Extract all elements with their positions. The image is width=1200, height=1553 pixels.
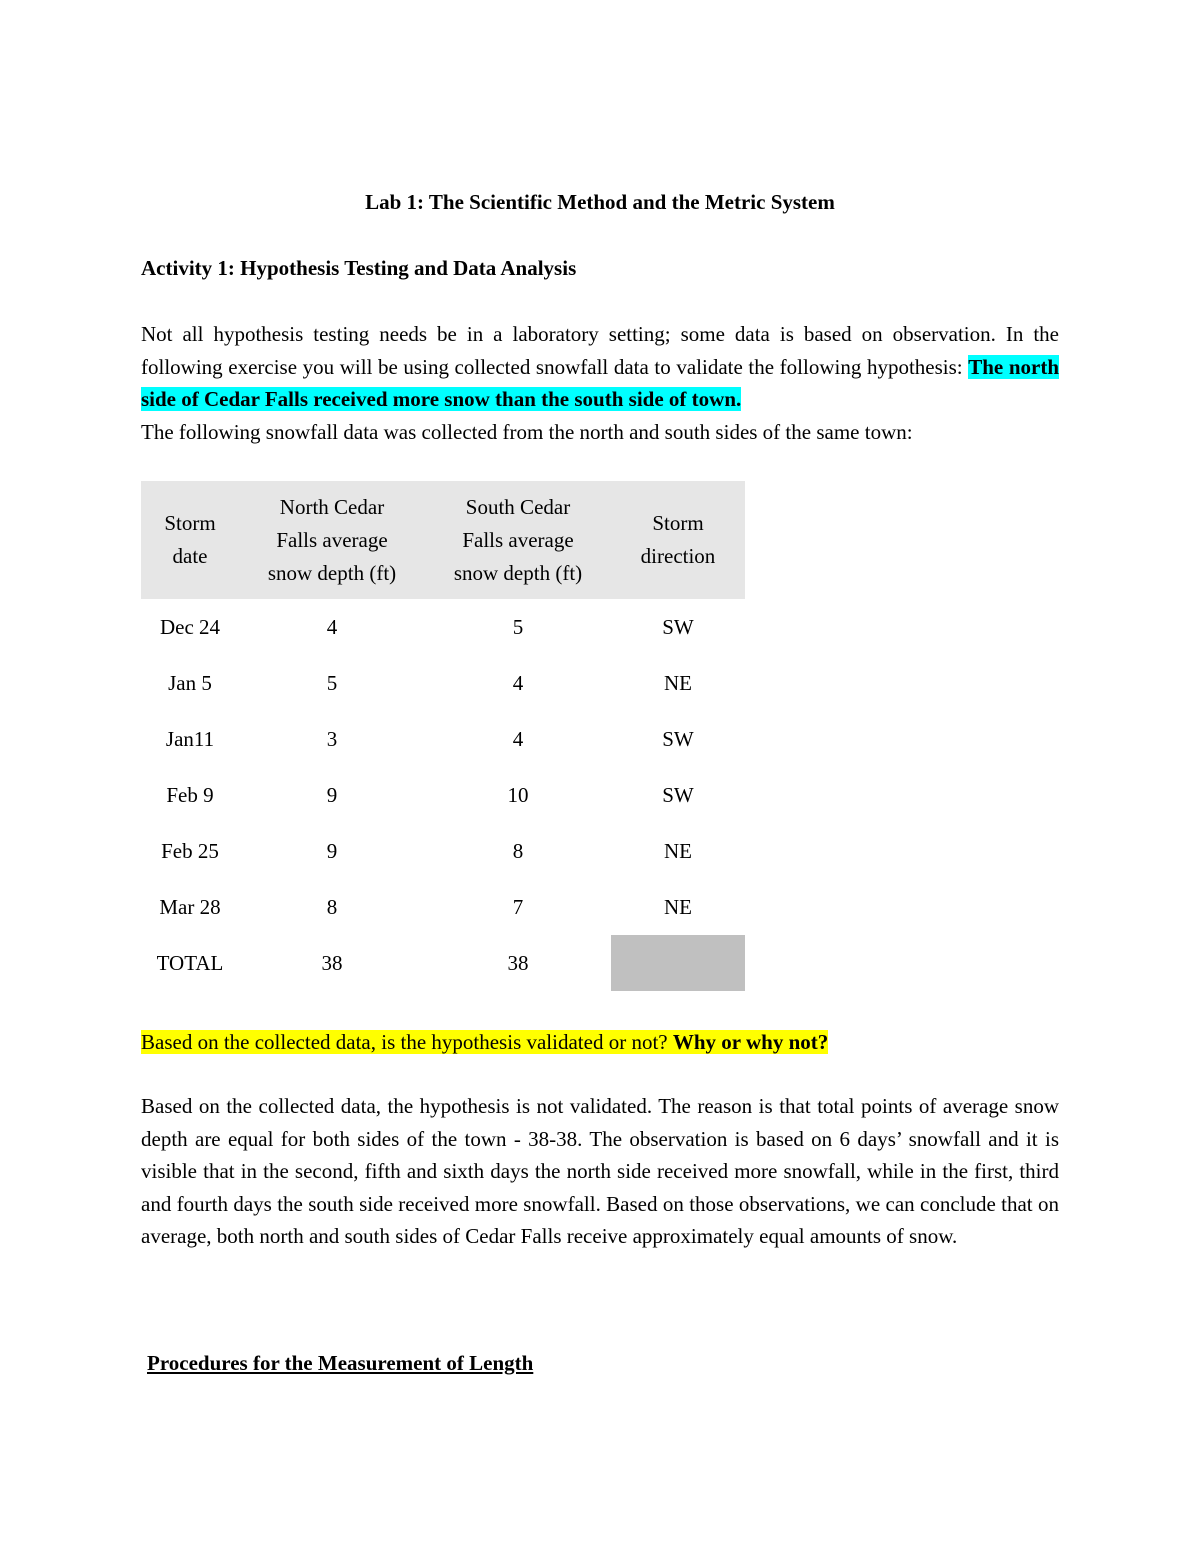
table-row: [141, 823, 745, 879]
cell-total-direction-shaded: [611, 935, 745, 991]
cell-date: Dec 24: [159, 614, 221, 639]
procedures-heading: Procedures for the Measurement of Length: [147, 1351, 534, 1375]
cell-total-south: 38: [507, 950, 529, 975]
cell-date: Jan11: [165, 726, 215, 751]
question-bold-text: Why or why not?: [672, 1030, 829, 1054]
cell-date: Feb 25: [161, 838, 219, 863]
header-south-depth: South Cedar Falls average snow depth (ft): [425, 481, 611, 599]
cell-direction: SW: [662, 726, 694, 751]
document-title: Lab 1: The Scientific Method and the Metric System: [365, 190, 835, 214]
cell-north: 5: [326, 670, 338, 695]
cell-north: 4: [326, 614, 338, 639]
cell-south: 10: [507, 782, 529, 807]
snowfall-table: [141, 481, 745, 991]
cell-south: 7: [512, 894, 524, 919]
cell-direction: NE: [664, 894, 692, 919]
table-row: [141, 879, 745, 935]
cell-north: 9: [326, 782, 338, 807]
cell-date: Mar 28: [159, 894, 221, 919]
cell-direction: NE: [664, 670, 692, 695]
cell-total-label: TOTAL: [156, 950, 224, 975]
table-row: [141, 711, 745, 767]
table-header-row: [141, 481, 745, 599]
cell-direction: SW: [662, 614, 694, 639]
question-text: Based on the collected data, is the hypothesis validated or not?: [141, 1030, 673, 1054]
table-total-row: [141, 935, 745, 991]
cell-south: 4: [512, 670, 524, 695]
cell-direction: SW: [662, 782, 694, 807]
cell-south: 8: [512, 838, 524, 863]
cell-date: Jan 5: [168, 670, 212, 695]
table-row: [141, 767, 745, 823]
header-storm-direction: Storm direction: [611, 481, 745, 599]
question-highlight: [141, 1030, 828, 1054]
cell-total-north: 38: [321, 950, 343, 975]
table-row: [141, 599, 745, 655]
cell-south: 5: [512, 614, 524, 639]
question-paragraph: [141, 1026, 828, 1058]
cell-south: 4: [512, 726, 524, 751]
cell-north: 9: [326, 838, 338, 863]
hypothesis-highlight: The north side of Cedar Falls received more snow than the south side of town.: [141, 354, 1059, 411]
cell-north: 3: [326, 726, 338, 751]
cell-date: Feb 9: [166, 782, 214, 807]
cell-north: 8: [326, 894, 338, 919]
intro-text-part2: The following snowfall data was collected from the north and south sides of the same town:: [141, 419, 913, 444]
intro-text-part1: Not all hypothesis testing needs be in a laboratory setting; some data is based on observation. In the following exercise you will be using collected snowfall data to validate the following hypothesis:: [141, 322, 1059, 379]
answer-paragraph: Based on the collected data, the hypothesis is not validated. The reason is that total points of average snow depth are equal for both sides of the town - 38-38. The observation is based on 6 days’ snowfall and it is visible that in the second, fifth and sixth days the north side received more snowfall, while in the first, third and fourth days the south side received more snowfall. Based on those observations, we can conclude that on average, both north and south sides of Cedar Falls receive approximately equal amounts of snow.: [141, 1094, 1059, 1248]
table-row: [141, 655, 745, 711]
header-storm-date: Storm date: [141, 481, 239, 599]
header-north-depth: North Cedar Falls average snow depth (ft): [239, 481, 425, 599]
cell-direction: NE: [664, 838, 692, 863]
activity-heading: Activity 1: Hypothesis Testing and Data Analysis: [141, 256, 577, 280]
intro-paragraph: [141, 318, 1059, 448]
